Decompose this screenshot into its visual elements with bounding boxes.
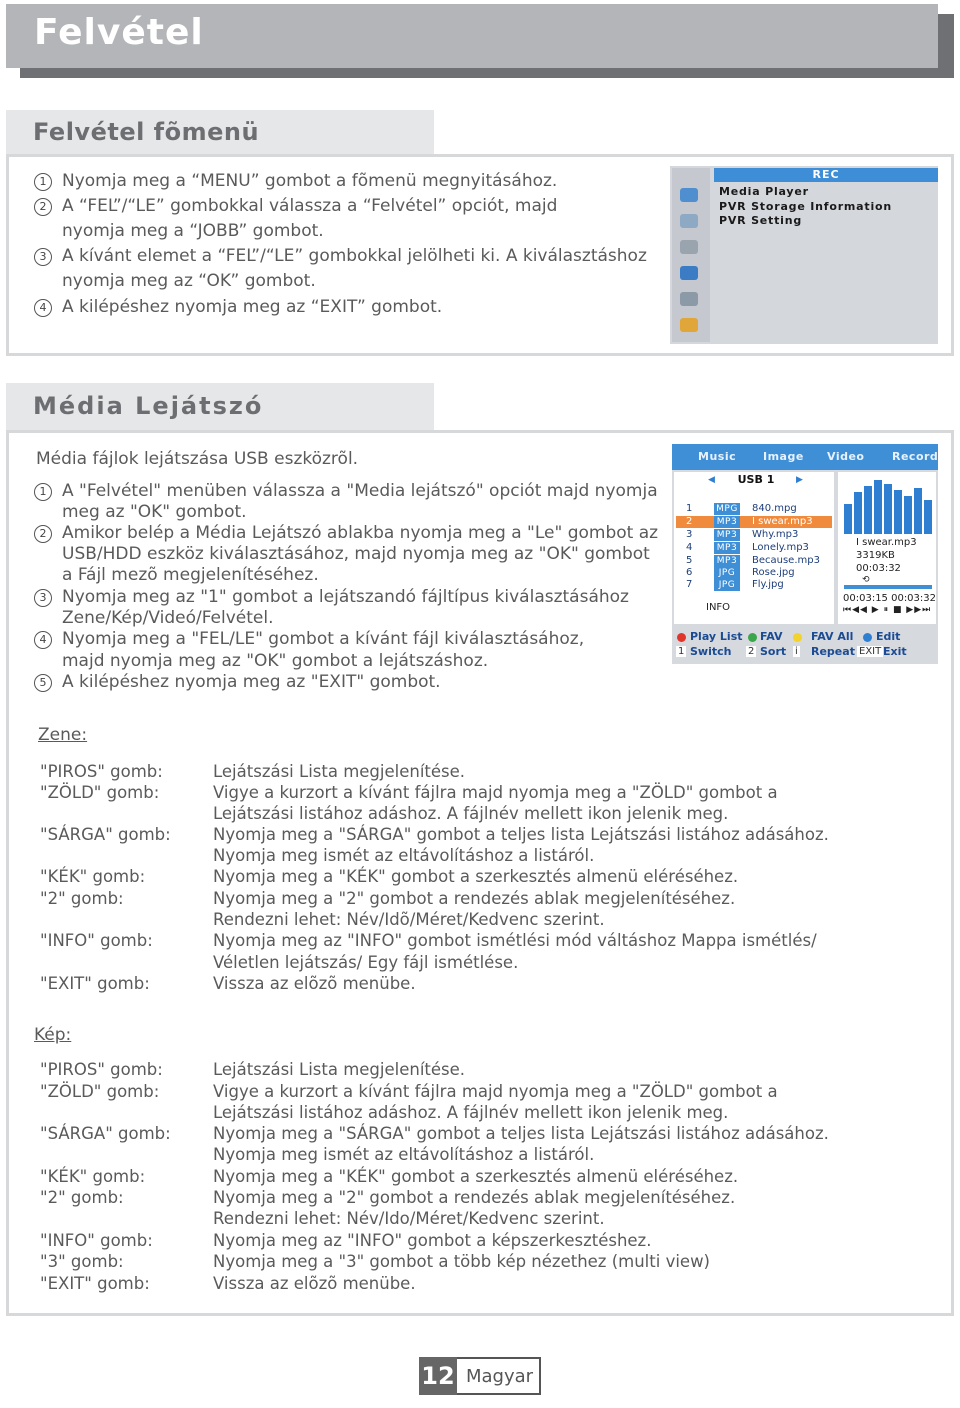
key-desc: Vissza az elõzõ menübe. (213, 1274, 416, 1293)
menu-item-pvr-storage[interactable]: PVR Storage Information (719, 200, 893, 213)
tab-image[interactable]: Image (763, 450, 804, 463)
list-item[interactable]: 3 MP3 Why.mp3 (686, 529, 799, 540)
key-label: "KÉK" gomb: (40, 867, 146, 886)
key-desc: Vissza az elõzõ menübe. (213, 974, 416, 993)
step-text: USB/HDD eszköz kiválasztásához, majd nyomja meg az "OK" gombot (62, 544, 650, 564)
key-desc: Nyomja meg ismét az eltávolításhoz a listáról. (213, 1145, 595, 1164)
step-text: Nyomja meg a “MENU” gombot a fõmenü megnyitásához. (62, 171, 558, 191)
key-desc: Nyomja meg a "2" gombot a rendezés ablak megjelenítéséhez. (213, 889, 736, 908)
key-desc: Nyomja meg a "KÉK" gombot a szerkesztés almenü eléréséhez. (213, 1167, 739, 1186)
key-desc: Véletlen lejátszás/ Egy fájl ismétlése. (213, 953, 519, 972)
step-number: 1 (34, 483, 52, 501)
legend-exit: Exit (883, 645, 907, 658)
legend-fav: FAV (760, 630, 783, 643)
repeat-icon: ⟲ (862, 575, 870, 585)
list-item[interactable]: 5 MP3 Because.mp3 (686, 555, 820, 566)
step-number: 4 (34, 631, 52, 649)
key-desc: Nyomja meg ismét az eltávolításhoz a listáról. (213, 846, 595, 865)
key-desc: Nyomja meg a "SÁRGA" gombot a teljes lista Lejátszási listához adásához. (213, 1124, 829, 1143)
step-text: A kívánt elemet a “FEL”/“LE” gombokkal jelölheti ki. A kiválasztáshoz (62, 246, 647, 266)
step-text: Amikor belép a Média Lejátszó ablakba nyomja meg a "Le" gombot az (62, 523, 659, 543)
page-title: Felvétel (34, 12, 204, 53)
key-exit: EXIT (859, 646, 882, 657)
key-label: "INFO" gomb: (40, 931, 153, 950)
key-desc: Rendezni lehet: Név/Ido/Méret/Kedvenc szerint. (213, 1209, 605, 1228)
list-item[interactable]: 6 JPG Rose.jpg (686, 567, 795, 578)
key-label: "ZÖLD" gomb: (40, 1082, 160, 1101)
key-label: "SÁRGA" gomb: (40, 1124, 171, 1143)
key-desc: Lejátszási Lista megjelenítése. (213, 1060, 466, 1079)
key-desc: Nyomja meg a "2" gombot a rendezés ablak megjelenítéséhez. (213, 1188, 736, 1207)
step-text: Zene/Kép/Videó/Felvétel. (62, 608, 274, 628)
key-2: 2 (748, 646, 755, 657)
step-number: 5 (34, 674, 52, 692)
now-playing-size: 3319KB (856, 550, 895, 561)
step-text: A “FEL”/“LE” gombokkal válassza a “Felvétel” opciót, majd (62, 196, 558, 216)
step-number: 3 (34, 589, 52, 607)
menu-item-media-player[interactable]: Media Player (719, 185, 809, 198)
key-desc: Rendezni lehet: Név/Idõ/Méret/Kedvenc szerint. (213, 910, 605, 929)
progress-bar[interactable] (844, 585, 932, 589)
red-key-icon (677, 633, 686, 642)
step-number: 4 (34, 299, 52, 317)
green-key-icon (748, 633, 757, 642)
list-item[interactable]: 7 JPG Fly.jpg (686, 579, 784, 590)
tab-video[interactable]: Video (827, 450, 865, 463)
key-info: i (795, 646, 798, 657)
list-item-selected[interactable]: 2 MP3 I swear.mp3 (676, 516, 832, 528)
yellow-key-icon (793, 633, 802, 642)
key-desc: Vigye a kurzort a kívánt fájlra majd nyomja meg a "ZÖLD" gombot a (213, 1082, 778, 1101)
blue-key-icon (863, 633, 872, 642)
key-label: "2" gomb: (40, 889, 124, 908)
key-desc: Nyomja meg a "3" gombot a több kép nézethez (multi view) (213, 1252, 710, 1271)
tab-music[interactable]: Music (698, 450, 737, 463)
step-text: nyomja meg az “OK” gombot. (62, 271, 316, 291)
step-number: 3 (34, 248, 52, 266)
section-tab-felvetel (6, 110, 434, 156)
key-label: "PIROS" gomb: (40, 1060, 163, 1079)
key-desc: Lejátszási listához adáshoz. A fájlnév mellett ikon jelenik meg. (213, 804, 729, 823)
step-number: 2 (34, 525, 52, 543)
key-label: "EXIT" gomb: (40, 1274, 150, 1293)
page-number: 12 (419, 1357, 457, 1395)
edit-icon (680, 214, 698, 228)
key-desc: Lejátszási Lista megjelenítése. (213, 762, 466, 781)
time-readout: 00:03:15 00:03:32 (843, 593, 937, 604)
subsection-zene: Zene: (38, 725, 88, 745)
legend-play-list: Play List (690, 630, 743, 643)
section-tab-media (6, 383, 434, 431)
tv-icon (680, 188, 698, 202)
key-label: "EXIT" gomb: (40, 974, 150, 993)
legend-fav-all: FAV All (811, 630, 854, 643)
media-intro: Média fájlok lejátszása USB eszközrõl. (36, 449, 359, 469)
key-label: "2" gomb: (40, 1188, 124, 1207)
key-desc: Nyomja meg a "KÉK" gombot a szerkesztés almenü eléréséhez. (213, 867, 739, 886)
step-number: 2 (34, 198, 52, 216)
key-desc: Nyomja meg az "INFO" gombot a képszerkesztéshez. (213, 1231, 652, 1250)
key-1: 1 (678, 646, 685, 657)
menu-item-pvr-setting[interactable]: PVR Setting (719, 214, 803, 227)
record-icon (680, 318, 698, 332)
arrow-left-icon[interactable]: ◀ (708, 475, 715, 485)
legend-sort: Sort (760, 645, 787, 658)
step-text: Nyomja meg a "FEL/LE" gombot a kívánt fájl kiválasztásához, (62, 629, 585, 649)
users-icon (680, 292, 698, 306)
section-title: Felvétel fõmenü (33, 118, 260, 146)
key-label: "PIROS" gomb: (40, 762, 163, 781)
info-label: INFO (706, 602, 731, 613)
step-text: a Fájl mezõ megjelenítéséhez. (62, 565, 319, 585)
step-text: Nyomja meg az "1" gombot a lejátszandó fájltípus kiválasztásához (62, 587, 629, 607)
usb-device-label: USB 1 (737, 473, 775, 486)
legend-edit: Edit (876, 630, 901, 643)
list-item[interactable]: 1 MPG 840.mpg (686, 503, 797, 514)
now-playing-file: I swear.mp3 (856, 537, 917, 548)
rec-title-bar: REC (714, 168, 938, 182)
key-label: "INFO" gomb: (40, 1231, 153, 1250)
key-label: "3" gomb: (40, 1252, 124, 1271)
equalizer-icon (842, 478, 934, 534)
page-language: Magyar (466, 1366, 534, 1387)
key-label: "ZÖLD" gomb: (40, 783, 160, 802)
subsection-kep: Kép: (34, 1025, 72, 1045)
step-text: nyomja meg a “JOBB” gombot. (62, 221, 324, 241)
key-desc: Vigye a kurzort a kívánt fájlra majd nyomja meg a "ZÖLD" gombot a (213, 783, 778, 802)
gear-icon (680, 240, 698, 254)
key-desc: Lejátszási listához adáshoz. A fájlnév mellett ikon jelenik meg. (213, 1103, 729, 1122)
section-title: Média Lejátszó (33, 392, 264, 420)
step-text: A kilépéshez nyomja meg az “EXIT” gombot. (62, 297, 443, 317)
key-desc: Nyomja meg a "SÁRGA" gombot a teljes lista Lejátszási listához adásához. (213, 825, 829, 844)
now-playing-duration: 00:03:32 (856, 563, 901, 574)
step-text: A kilépéshez nyomja meg az "EXIT" gombot. (62, 672, 441, 692)
arrow-right-icon[interactable]: ▶ (796, 475, 803, 485)
key-label: "KÉK" gomb: (40, 1167, 146, 1186)
step-number: 1 (34, 173, 52, 191)
step-text: majd nyomja meg az "OK" gombot a lejátszáshoz. (62, 651, 489, 671)
key-label: "SÁRGA" gomb: (40, 825, 171, 844)
legend-switch: Switch (690, 645, 732, 658)
key-desc: Nyomja meg az "INFO" gombot ismétlési mód váltáshoz Mappa ismétlés/ (213, 931, 817, 950)
tab-record[interactable]: Record (892, 450, 939, 463)
step-text: meg az "OK" gombot. (62, 502, 247, 522)
folder-icon (680, 266, 698, 280)
step-text: A "Felvétel" menüben válassza a "Media lejátszó" opciót majd nyomja (62, 481, 658, 501)
playback-controls-icon[interactable]: ⏮◀◀ ▶ ⏸ ■ ▶▶⏭ (843, 605, 932, 615)
legend-repeat: Repeat (811, 645, 855, 658)
list-item[interactable]: 4 MP3 Lonely.mp3 (686, 542, 809, 553)
